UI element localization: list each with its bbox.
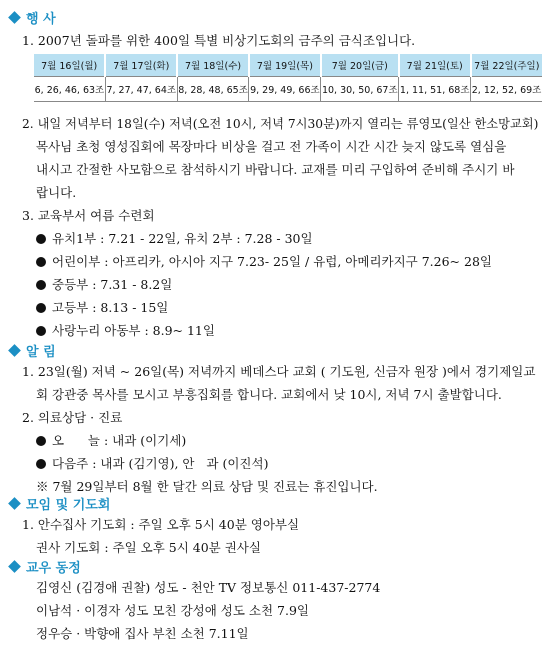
table-header-cell: 7월 19일(목) — [249, 54, 321, 77]
table-cell: 2, 12, 52, 69조 — [471, 77, 542, 102]
medical-text: 오 늘 : 내과 (이기세) — [52, 433, 187, 448]
bullet-icon — [36, 280, 46, 290]
medical-note: ※ 7월 29일부터 8월 한 달간 의료 상담 및 진료는 휴진입니다. — [36, 479, 378, 494]
table-header-row — [34, 54, 542, 77]
bullet-icon — [36, 303, 46, 313]
bullet-icon — [36, 234, 46, 244]
table-cell: 1, 11, 51, 68조 — [399, 77, 471, 102]
meeting-item-1: 1. 안수집사 기도회 : 주일 오후 5시 40분 영아부실 — [22, 517, 300, 532]
section-header-member-news — [8, 557, 81, 576]
table-cell: 10, 30, 50, 67조 — [321, 77, 399, 102]
diamond-icon — [8, 497, 21, 510]
retreat-item — [36, 229, 313, 247]
diamond-icon — [8, 11, 21, 24]
table-header-cell: 7월 22일(주일) — [471, 54, 542, 77]
retreat-text: 고등부 : 8.13 - 15일 — [52, 300, 169, 315]
bullet-icon — [36, 326, 46, 336]
section-title: 교우 동정 — [26, 561, 81, 576]
news-item: 김영신 (김경애 권찰) 성도 - 천안 TV 정보통신 011-437-2774 — [36, 580, 381, 595]
section-title: 행 사 — [26, 12, 56, 27]
event-item-2-line: 랍니다. — [36, 185, 77, 200]
notice-item-2: 2. 의료상담 · 진료 — [22, 410, 123, 425]
event-item-3: 3. 교육부서 여름 수련회 — [22, 208, 155, 223]
table-header-cell: 7월 21일(토) — [399, 54, 471, 77]
table-cell: 9, 29, 49, 66조 — [249, 77, 321, 102]
event-item-2-line: 내시고 간절한 사모함으로 참석하시기 바랍니다. 교재를 미리 구입하여 준비해 주시기 바 — [36, 162, 515, 177]
medical-text: 다음주 : 내과 (김기영), 안 과 (이진석) — [52, 456, 269, 471]
table-header-cell: 7월 20일(금) — [321, 54, 399, 77]
section-title: 알 림 — [26, 345, 56, 360]
table-header-cell: 7월 18일(수) — [177, 54, 249, 77]
retreat-text: 사랑누리 아동부 : 8.9~ 11일 — [52, 323, 215, 338]
meeting-item-2: 권사 기도회 : 주일 오후 5시 40분 권사실 — [36, 540, 261, 555]
table-header-cell: 7월 16일(월) — [34, 54, 105, 77]
bullet-icon — [36, 459, 46, 469]
event-item-2-line: 목사님 초청 영성집회에 목장마다 비상을 걸고 전 가족이 시간 시간 늦지 않도록 열심을 — [36, 139, 507, 154]
retreat-text: 유치1부 : 7.21 - 22일, 유치 2부 : 7.28 - 30일 — [52, 231, 313, 246]
news-item: 이남석 · 이경자 성도 모친 강성애 성도 소천 7.9일 — [36, 603, 309, 618]
section-header-meetings — [8, 494, 110, 513]
fasting-schedule-table — [34, 54, 542, 102]
bullet-icon — [36, 436, 46, 446]
diamond-icon — [8, 560, 21, 573]
notice-item-1-line: 회 강관중 목사를 모시고 부흥집회를 합니다. 교회에서 낮 10시, 저녁 7시 출발합니다. — [36, 387, 502, 402]
notice-item-1-line: 1. 23일(월) 저녁 ~ 26일(목) 저녁까지 베데스다 교회 ( 기도원, 신금자 원장 )에서 경기제일교 — [22, 364, 536, 379]
event-item-1: 1. 2007년 돌파를 위한 400일 특별 비상기도회의 금주의 금식조입니다. — [22, 33, 416, 48]
diamond-icon — [8, 344, 21, 357]
retreat-item — [36, 321, 215, 339]
bullet-icon — [36, 257, 46, 267]
retreat-text: 어린이부 : 아프리카, 아시아 지구 7.23- 25일 / 유럽, 아메리카지구 7.26~ 28일 — [52, 254, 492, 269]
retreat-item — [36, 252, 492, 270]
medical-item — [36, 454, 268, 472]
retreat-item — [36, 275, 172, 293]
table-cell: 7, 27, 47, 64조 — [105, 77, 177, 102]
table-cell: 6, 26, 46, 63조 — [34, 77, 105, 102]
news-item: 정우승 · 박향애 집사 부친 소천 7.11일 — [36, 626, 249, 641]
table-row — [34, 77, 542, 102]
event-item-2-line: 2. 내일 저녁부터 18일(수) 저녁(오전 10시, 저녁 7시30분)까지 열리는 류영모(일산 한소망교회) — [22, 117, 539, 131]
table-header-cell: 7월 17일(화) — [105, 54, 177, 77]
section-header-notices — [8, 341, 56, 360]
section-title: 모임 및 기도회 — [26, 498, 111, 513]
table-cell: 8, 28, 48, 65조 — [177, 77, 249, 102]
retreat-text: 중등부 : 7.31 - 8.2일 — [52, 277, 173, 292]
section-header-events — [8, 8, 56, 27]
retreat-item — [36, 298, 168, 316]
medical-item — [36, 431, 186, 449]
